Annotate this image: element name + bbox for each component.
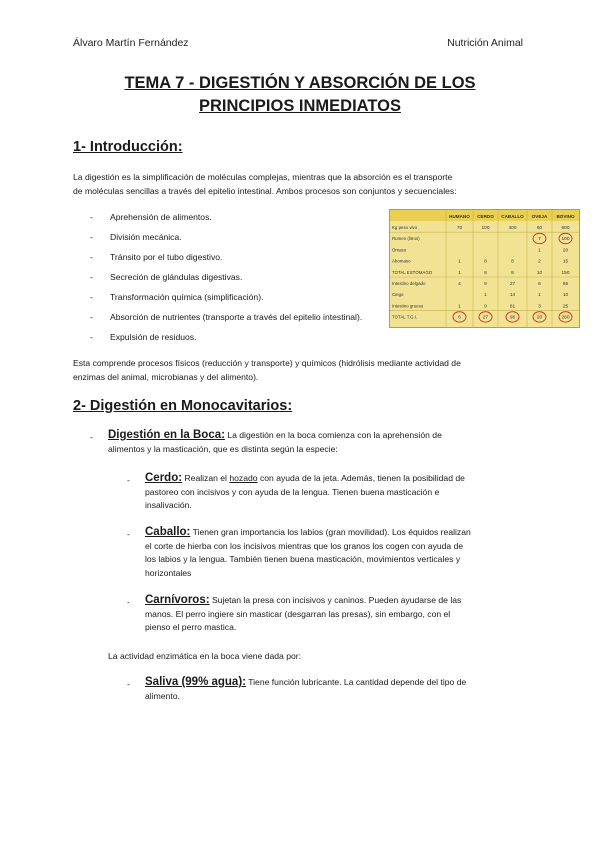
- table-row-label: Omaso: [392, 247, 407, 253]
- table-row-label: TOTAL ESTÓMAGO: [392, 269, 433, 275]
- cerdo-item: - Cerdo: Realizan el hozado con ayuda de la jeta. Además, tienen la posibilidad de pastoreo con incisivos y con ayuda de la lengua. Tienen buena masticación e insalivación.: [127, 472, 465, 510]
- boca-item: - Digestión en la Boca: La digestión en la boca comienza con la aprehensión de alimentos y la masticación, que es distinta según la especie:: [90, 429, 442, 454]
- carnivoros-item: - Carnívoros: Sujetan la presa con incisivos y caninos. Pueden ayudarse de las manos. El perro ingiere sin masticar (desgarran las presas), sin embargo, con el pienso el perro mastica.: [127, 594, 462, 632]
- table-row-label: Intestino grueso: [392, 303, 424, 309]
- table-cell: 8: [511, 270, 514, 276]
- section-1-heading: 1- Introducción:: [73, 139, 183, 155]
- section-2-heading: 2- Digestión en Monocavitarios:: [73, 398, 293, 414]
- intro-paragraph: [73, 170, 528, 198]
- table-cell: 1: [538, 293, 541, 299]
- table-cell: 6: [458, 315, 461, 321]
- table-cell: 3: [538, 304, 541, 310]
- caballo-text-2: el corte de hierba con los incisivos mientras que los granos los cogen con ayuda de: [145, 540, 464, 551]
- saliva-lead: Saliva (99% agua):: [145, 676, 246, 688]
- table-cell: 1: [458, 270, 461, 276]
- table-cell: 400: [508, 226, 517, 231]
- table-header-cell: BOVINO: [556, 214, 575, 219]
- cerdo-text-1b: con ayuda de la jeta. Además, tienen la posibilidad de: [259, 473, 465, 483]
- table-cell: 150: [561, 270, 570, 276]
- table-header-cell: HUMANO: [449, 214, 470, 219]
- table-cell: 1: [458, 259, 461, 265]
- table-cell: 9: [484, 304, 487, 310]
- table-cell: 27: [509, 282, 516, 287]
- table-cell: 260: [561, 315, 570, 321]
- table-cell: 2: [538, 259, 541, 265]
- cerdo-text-3: insalivación.: [145, 500, 192, 510]
- caballo-text-1: Tienen gran importancia los labios (gran movilidad). Los équidos realizan: [192, 527, 471, 537]
- table-cell: 6: [538, 282, 541, 287]
- caballo-lead: Caballo:: [145, 526, 191, 538]
- table-cell: 60: [536, 226, 543, 231]
- table-cell: 8: [511, 259, 514, 265]
- cerdo-lead: Cerdo:: [145, 472, 183, 484]
- hozado-term: hozado: [229, 473, 258, 483]
- table-row-label: Ciego: [392, 292, 404, 298]
- table-cell: 10: [536, 270, 543, 276]
- table-cell: 70: [456, 226, 463, 231]
- caballo-item: - Caballo: Tienen gran importancia los labios (gran movilidad). Los équidos realizan el corte de hierba con los incisivos mientras que los granos los cogen con ayuda de los labios y la lengua. También tienen buena masticación, movimientos verticales y horizontales: [127, 526, 471, 578]
- table-cell: 600: [561, 226, 570, 231]
- table-cell: 15: [562, 259, 569, 265]
- document-title: [60, 72, 540, 118]
- table-cell: 100: [481, 226, 490, 231]
- carnivoros-text-2: manos. El perro ingiere sin masticar (desgarran las presas), sin embargo, con el: [145, 608, 451, 619]
- boca-text-1: La digestión en la boca comienza con la aprehensión de: [227, 430, 442, 440]
- caballo-text-4: horizontales: [145, 567, 192, 578]
- intro-line-2: de moléculas sencillas a través del epitelio intestinal. Ambos procesos son conjuntos y secuenciales:: [73, 186, 457, 196]
- table-cell: 81: [509, 304, 516, 310]
- table-cell: 25: [562, 304, 569, 310]
- table-cell: 8: [484, 270, 487, 276]
- table-header-cell: CERDO: [477, 214, 494, 219]
- table-cell: 1: [484, 293, 487, 299]
- table-cell: 4: [458, 282, 461, 287]
- table-row-label: Kg peso vivo: [392, 225, 418, 230]
- title-line-1: TEMA 7 - DIGESTIÓN Y ABSORCIÓN DE LOS: [124, 74, 476, 92]
- enzymatic-activity-text: La actividad enzimática en la boca viene dada por:: [108, 651, 302, 661]
- table-cell: 14: [509, 293, 516, 299]
- carnivoros-lead: Carnívoros:: [145, 594, 210, 606]
- table-header-cell: OVEJA: [531, 214, 548, 219]
- table-cell: 96: [509, 315, 516, 321]
- carnivoros-text-3: pienso el perro mastica.: [145, 622, 237, 632]
- carnivoros-text-1: Sujetan la presa con incisivos y caninos. Pueden ayudarse de las: [211, 595, 462, 605]
- title-line-2: PRINCIPIOS INMEDIATOS: [199, 97, 401, 115]
- table-header-cell: CABALLO: [501, 214, 524, 219]
- table-cell: 9: [484, 282, 487, 287]
- closing-paragraph: [73, 356, 528, 384]
- table-cell: 65: [562, 282, 569, 287]
- header-subject: Nutrición Animal: [447, 37, 523, 49]
- table-cell: 10: [562, 293, 569, 299]
- table-cell: 100: [561, 237, 570, 243]
- caballo-text-3: los labios y la lengua. También tienen buena masticación, movimientos verticales y: [145, 554, 461, 564]
- boca-text-2: alimentos y la masticación, que es distinta según la especie:: [108, 443, 338, 454]
- closing-line-2: enzimas del animal, microbianas y del alimento).: [73, 372, 259, 382]
- table-row-label: Abomaso: [392, 258, 411, 264]
- table-graphic: [390, 210, 579, 327]
- table-cell: 7: [538, 237, 541, 243]
- header-author: Álvaro Martín Fernández: [73, 37, 189, 49]
- digestive-capacity-table: [389, 209, 580, 328]
- saliva-text-2: alimento.: [145, 690, 180, 701]
- boca-lead: Digestión en la Boca:: [108, 429, 225, 441]
- cerdo-text-1a: Realizan el: [184, 473, 227, 483]
- table-row-label: Rumen (litros): [392, 236, 420, 242]
- saliva-item: - Saliva (99% agua): Tiene función lubricante. La cantidad depende del tipo de alimento.: [127, 676, 467, 701]
- closing-line-1: Esta comprende procesos físicos (reducción y transporte) y químicos (hidrólisis mediante actividad de: [73, 358, 461, 368]
- table-row-label: TOTAL T.G.I.: [392, 314, 418, 320]
- table-cell: 1: [538, 248, 541, 254]
- cerdo-text-2: pastoreo con incisivos y con ayuda de la lengua. Tienen buena masticación e: [145, 486, 440, 497]
- table-cell: 20: [562, 248, 569, 254]
- table-cell: 27: [482, 315, 489, 321]
- table-cell: 8: [484, 259, 487, 265]
- intro-line-1: La digestión es la simplificación de moléculas complejas, mientras que la absorción es el transporte: [73, 172, 453, 182]
- table-row-label: Intestino delgado: [392, 281, 426, 286]
- saliva-text-1: Tiene función lubricante. La cantidad depende del tipo de: [248, 677, 467, 687]
- table-cell: 20: [536, 315, 543, 321]
- table-cell: 1: [458, 304, 461, 310]
